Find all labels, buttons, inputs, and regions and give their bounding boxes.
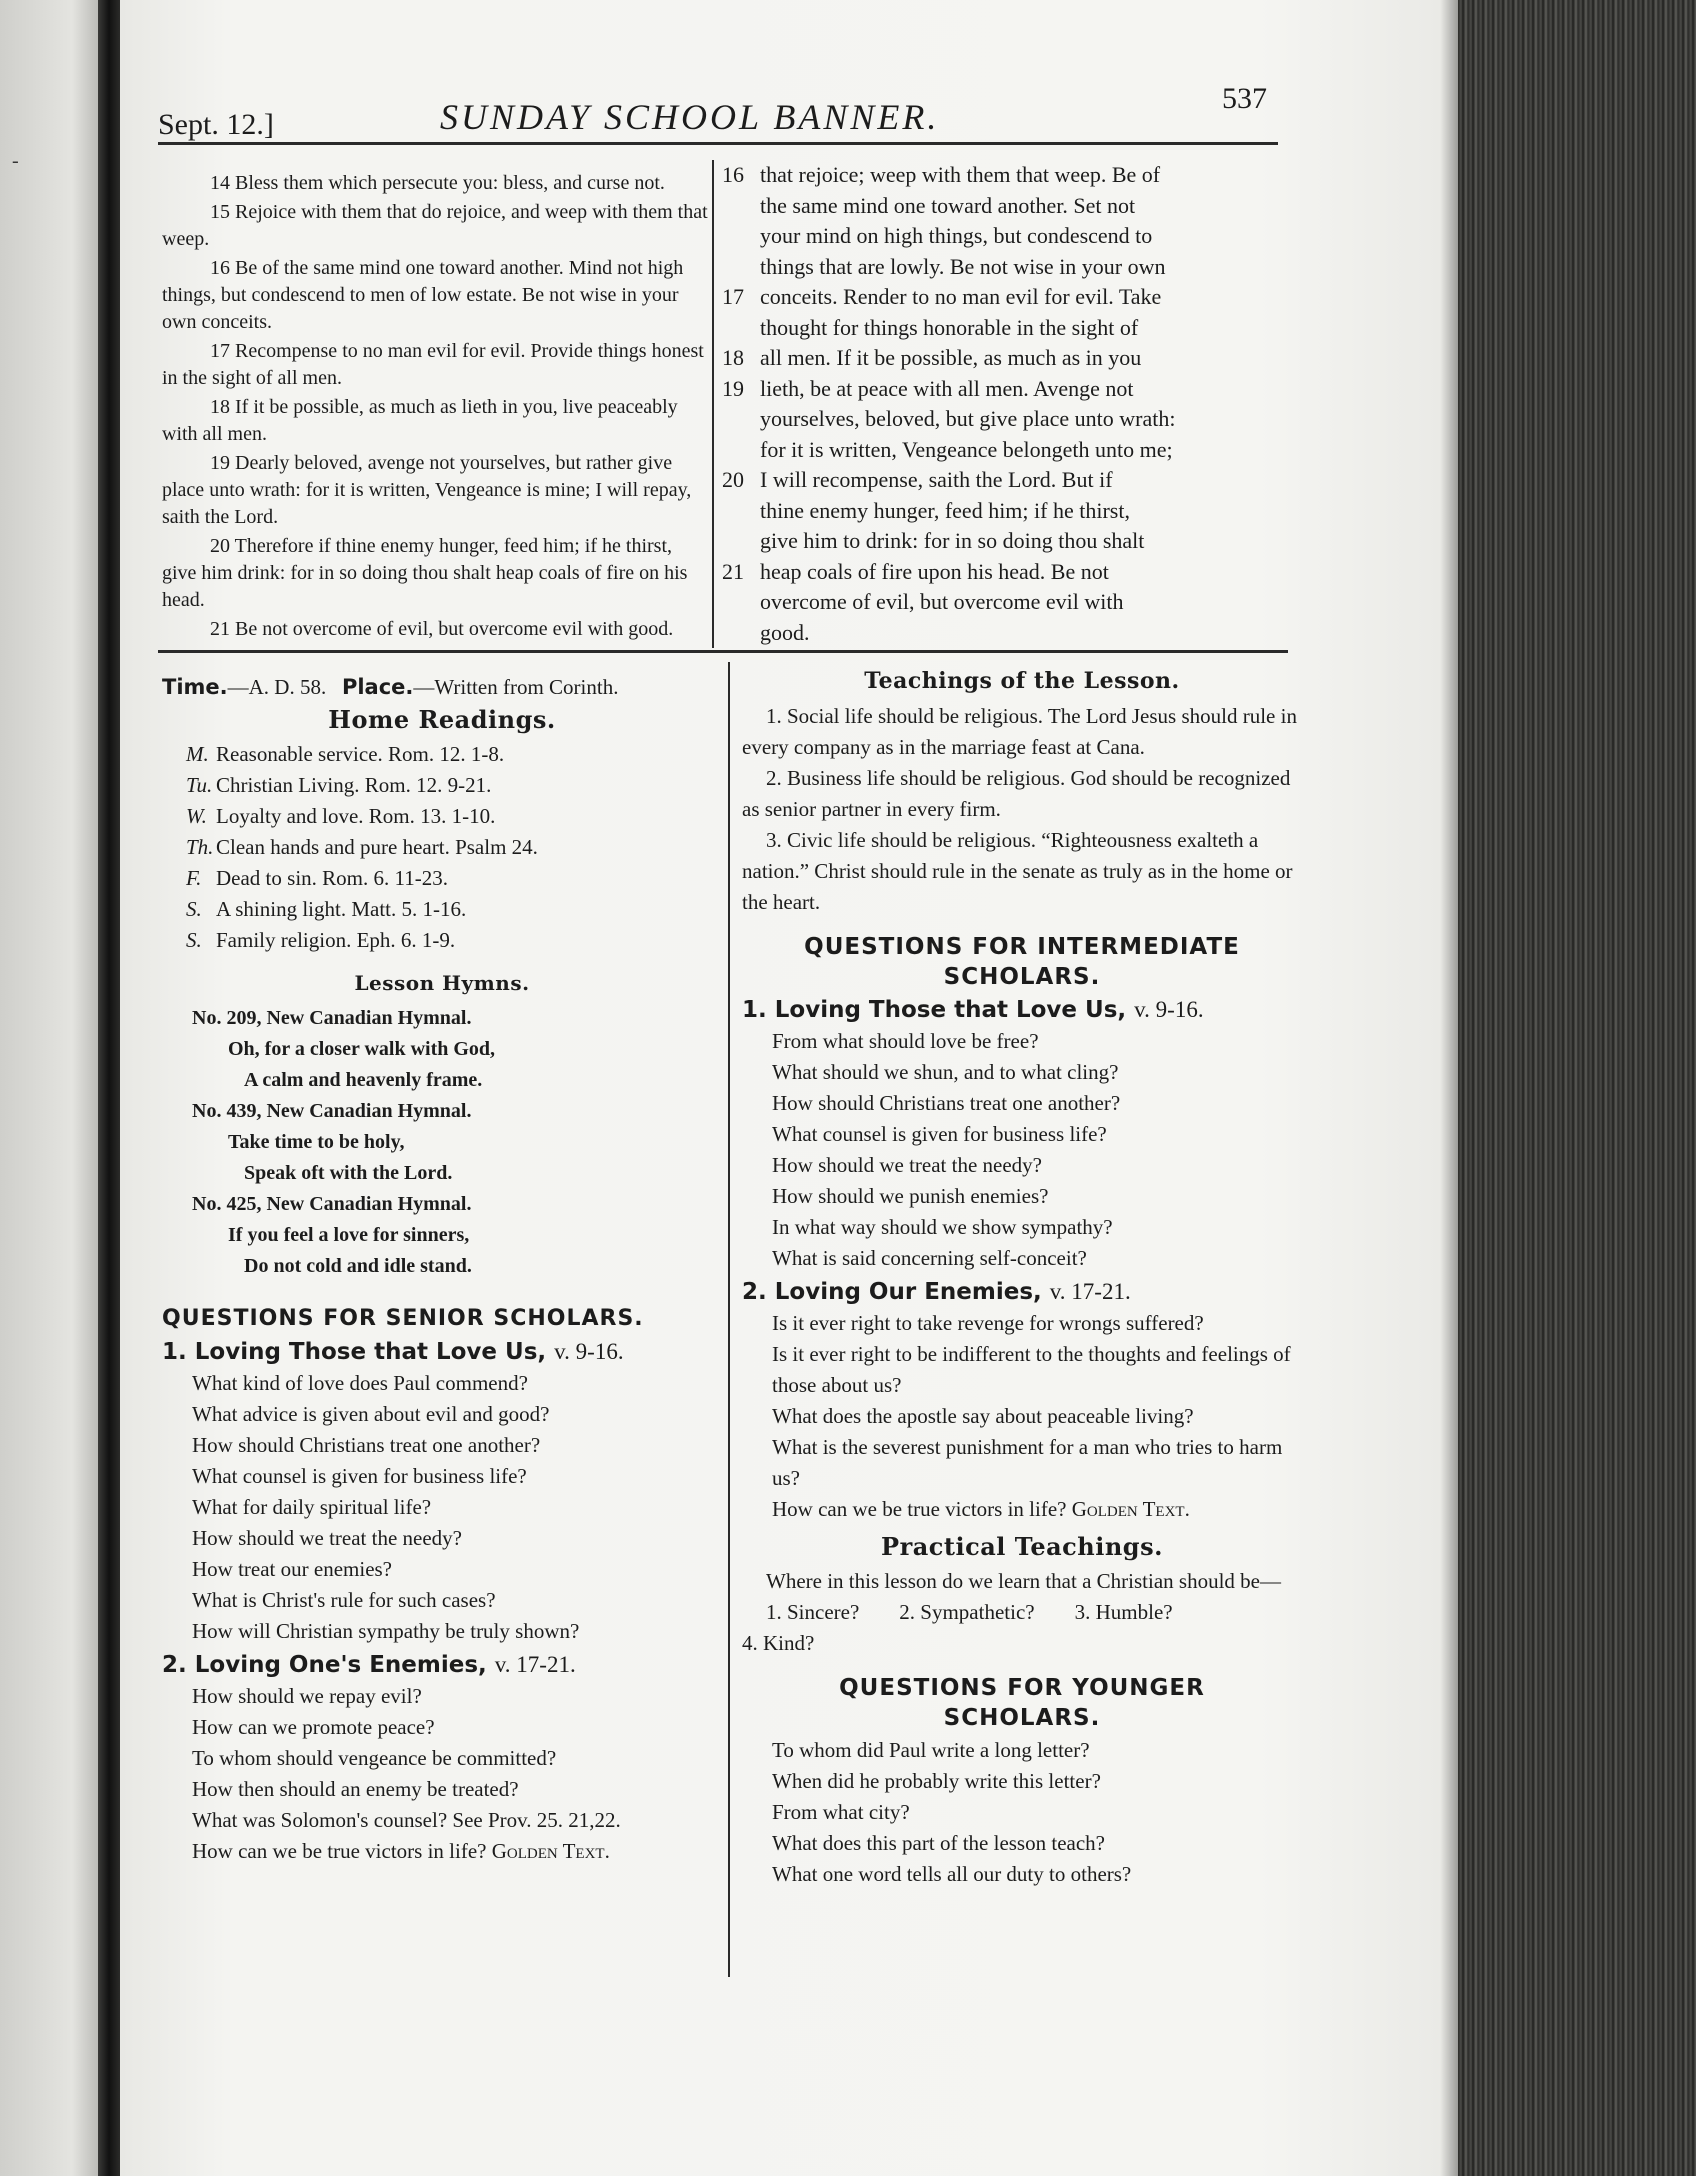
intermediate-last-question <box>742 1494 1302 1525</box>
reading-text: A shining light. Matt. 5. 1-16. <box>216 897 467 921</box>
hymn-line: If you feel a love for sinners, <box>228 1224 470 1246</box>
reading-day: S. <box>186 897 202 921</box>
header-page-number: 537 <box>1222 82 1267 115</box>
scripture-bottom-rule <box>158 650 1288 653</box>
line-text: things that are lowly. Be not wise in your own <box>760 253 1166 279</box>
left-column <box>162 672 722 1867</box>
question: How should Christians treat one another? <box>192 1433 541 1457</box>
question: What should we shun, and to what cling? <box>772 1060 1119 1084</box>
reading-item <box>162 770 722 801</box>
line-text: thought for things honorable in the sight of <box>760 314 1139 340</box>
line-text: your mind on high things, but condescend to <box>760 223 1153 248</box>
question: What advice is given about evil and good? <box>192 1402 550 1426</box>
practical-intro: Where in this lesson do we learn that a Christian should be— <box>766 1569 1281 1593</box>
line-text: give him to drink: for in so doing thou shalt <box>760 528 1145 553</box>
scripture-right-line <box>722 191 1288 222</box>
book-gutter <box>98 0 120 2176</box>
practical-last-option: 4. Kind? <box>742 1631 815 1655</box>
lesson-hymns-list <box>162 1003 722 1282</box>
line-text: overcome of evil, but overcome evil with <box>760 589 1124 614</box>
section-ref: v. 9-16. <box>1134 997 1204 1022</box>
question: What counsel is given for business life? <box>192 1464 527 1488</box>
scripture-right-line <box>722 252 1288 283</box>
scripture-right-line <box>722 526 1288 557</box>
home-readings-list <box>162 739 722 956</box>
question: How treat our enemies? <box>192 1557 393 1581</box>
header-date: Sept. 12.] <box>158 108 274 141</box>
section-ref: v. 9-16. <box>554 1339 624 1364</box>
line-text: yourselves, beloved, but give place unto wrath: <box>760 406 1176 431</box>
section-heading <box>162 1649 722 1681</box>
senior-last-question <box>162 1836 722 1867</box>
line-text: thine enemy hunger, feed him; if he thirst, <box>760 497 1130 523</box>
verse-number: 19 <box>210 452 230 474</box>
question: What was Solomon's counsel? See Prov. 25. 21,22. <box>192 1808 621 1832</box>
scripture-right-line <box>722 160 1288 191</box>
section-ref: v. 17-21. <box>494 1652 576 1677</box>
scripture-right-line <box>722 496 1288 527</box>
hymn-line: A calm and heavenly frame. <box>244 1069 483 1091</box>
section-heading <box>742 1276 1302 1308</box>
scripture-right-line <box>722 221 1288 252</box>
intermediate-last-question-text: How can we be true victors in life? <box>772 1497 1067 1521</box>
scripture-left-column <box>162 170 710 645</box>
intermediate-title-line2: SCHOLARS. <box>943 964 1101 990</box>
line-text: for it is written, Vengeance belongeth unto me; <box>760 436 1173 462</box>
question: From what should love be free? <box>772 1029 1039 1053</box>
question: What counsel is given for business life? <box>772 1122 1107 1146</box>
intermediate-questions <box>742 994 1302 1494</box>
senior-questions <box>162 1336 722 1836</box>
time-value: —A. D. 58. <box>227 675 327 699</box>
scripture-divider <box>712 160 714 648</box>
teaching-item: 1. Social life should be religious. The Lord Jesus should rule in every company as in the marriage feast at Cana. <box>742 704 1297 759</box>
verse-number: 20 <box>210 535 230 557</box>
verse-text: If it be possible, as much as lieth in you, live peaceably with all men. <box>162 396 678 445</box>
section-heading-text: 2. Loving One's Enemies, <box>162 1652 487 1678</box>
verse-text: Rejoice with them that do rejoice, and weep with them that weep. <box>162 201 708 250</box>
section-heading-text: 1. Loving Those that Love Us, <box>742 997 1127 1023</box>
verse-number: 17 <box>210 340 230 362</box>
verse-text: Dearly beloved, avenge not yourselves, but rather give place unto wrath: for it is written, Vengeance is mine; I will repay, saith the Lord. <box>162 452 692 528</box>
reading-item <box>162 925 722 956</box>
line-text: all men. If it be possible, as much as in you <box>760 345 1142 370</box>
question: How should Christians treat one another? <box>772 1091 1121 1115</box>
question: What does the apostle say about peaceable living? <box>772 1404 1194 1428</box>
reading-item <box>162 863 722 894</box>
line-text: I will recompense, saith the Lord. But if <box>760 467 1113 492</box>
line-text: conceits. Render to no man evil for evil. Take <box>760 284 1162 309</box>
scripture-left-verse <box>162 199 710 253</box>
scripture-right-line <box>722 313 1288 344</box>
question: How should we treat the needy? <box>772 1153 1042 1177</box>
reading-day: W. <box>186 804 207 828</box>
verse-text: Bless them which persecute you: bless, and curse not. <box>235 172 665 194</box>
scripture-left-verse <box>162 394 710 448</box>
section-heading-text: 1. Loving Those that Love Us, <box>162 1339 547 1365</box>
verse-number: 21 <box>210 618 230 640</box>
verse-number: 18 <box>210 396 230 418</box>
question: How then should an enemy be treated? <box>192 1777 519 1801</box>
younger-questions <box>742 1735 1302 1890</box>
verse-number: 15 <box>210 201 230 223</box>
time-label: Time. <box>162 675 228 699</box>
scripture-left-verse <box>162 450 710 531</box>
line-text: lieth, be at peace with all men. Avenge not <box>760 375 1134 401</box>
question: What one word tells all our duty to others? <box>772 1862 1132 1886</box>
reading-item <box>162 894 722 925</box>
place-value: —Written from Corinth. <box>413 675 619 699</box>
scripture-right-line <box>722 282 1288 313</box>
question: Is it ever right to be indifferent to the thoughts and feelings of those about us? <box>772 1342 1291 1397</box>
younger-title-line2: SCHOLARS. <box>943 1705 1101 1731</box>
scripture-right-line <box>722 465 1288 496</box>
reading-day: Th. <box>186 835 214 859</box>
younger-title <box>742 1673 1302 1733</box>
question: What does this part of the lesson teach? <box>772 1831 1105 1855</box>
reading-text: Christian Living. Rom. 12. 9-21. <box>216 773 492 797</box>
practical-option: 3. Humble? <box>1074 1600 1173 1624</box>
section-heading <box>162 1336 722 1368</box>
scripture-right-column <box>722 160 1288 648</box>
teaching-item: 3. Civic life should be religious. “Righteousness exalteth a nation.” Christ should rule in the senate as truly as in the home or the heart. <box>742 828 1293 914</box>
reading-text: Dead to sin. Rom. 6. 11-23. <box>216 866 448 890</box>
younger-title-line1: QUESTIONS FOR YOUNGER <box>839 1675 1205 1701</box>
question: What kind of love does Paul commend? <box>192 1371 528 1395</box>
section-heading <box>742 994 1302 1026</box>
hymn-line: Do not cold and idle stand. <box>244 1255 472 1277</box>
question: What is Christ's rule for such cases? <box>192 1588 496 1612</box>
scripture-right-line <box>722 374 1288 405</box>
practical-title: Practical Teachings. <box>881 1532 1163 1561</box>
hymn-line: Oh, for a closer walk with God, <box>228 1038 496 1060</box>
line-text: heap coals of fire upon his head. Be not <box>760 558 1109 584</box>
intermediate-title-line1: QUESTIONS FOR INTERMEDIATE <box>804 934 1240 960</box>
intermediate-title <box>742 932 1302 992</box>
column-divider <box>728 662 730 1977</box>
question: To whom did Paul write a long letter? <box>772 1738 1090 1762</box>
scripture-left-verse <box>162 533 710 614</box>
reading-day: F. <box>186 866 202 890</box>
section-heading-text: 2. Loving Our Enemies, <box>742 1279 1042 1305</box>
question: What for daily spiritual life? <box>192 1495 432 1519</box>
reading-item <box>162 739 722 770</box>
scripture-right-line <box>722 404 1288 435</box>
question: What is said concerning self-conceit? <box>772 1246 1087 1270</box>
reading-day: Tu. <box>186 773 213 797</box>
scripture-left-verse <box>162 338 710 392</box>
scripture-left-verse <box>162 255 710 336</box>
line-text: the same mind one toward another. Set not <box>760 192 1136 218</box>
teachings-title: Teachings of the Lesson. <box>864 668 1180 694</box>
place-label: Place. <box>341 675 414 699</box>
question: How should we punish enemies? <box>772 1184 1049 1208</box>
reading-text: Reasonable service. Rom. 12. 1-8. <box>216 742 505 766</box>
hymn-number: No. 425, New Canadian Hymnal. <box>192 1193 472 1215</box>
reading-item <box>162 801 722 832</box>
scripture-right-line <box>722 618 1288 649</box>
home-readings-title: Home Readings. <box>328 705 556 734</box>
senior-questions-title: QUESTIONS FOR SENIOR SCHOLARS. <box>162 1306 644 1331</box>
reading-text: Family religion. Eph. 6. 1-9. <box>216 928 456 952</box>
header-rule <box>158 142 1278 145</box>
practical-option: 2. Sympathetic? <box>899 1600 1035 1624</box>
question: When did he probably write this letter? <box>772 1769 1101 1793</box>
verse-text: Be of the same mind one toward another. Mind not high things, but condescend to men of low estate. Be not wise in your own conceits. <box>162 257 684 333</box>
teachings-list <box>742 701 1302 918</box>
question: How will Christian sympathy be truly shown? <box>192 1619 580 1643</box>
hymn-number: No. 209, New Canadian Hymnal. <box>192 1007 472 1029</box>
verse-number: 18 <box>722 345 744 370</box>
reading-day: S. <box>186 928 202 952</box>
practical-option: 1. Sincere? <box>766 1600 860 1624</box>
verse-number: 16 <box>722 162 744 187</box>
reading-text: Loyalty and love. Rom. 13. 1-10. <box>216 804 496 828</box>
book-page-edges <box>1458 0 1696 2176</box>
practical-options <box>742 1597 1302 1628</box>
reading-item <box>162 832 722 863</box>
senior-last-question-text: How can we be true victors in life? <box>192 1839 487 1863</box>
reading-day: M. <box>186 742 209 766</box>
verse-number: 21 <box>722 558 744 584</box>
hymn-number: No. 439, New Canadian Hymnal. <box>192 1100 472 1122</box>
scripture-right-line <box>722 557 1288 588</box>
senior-golden-text: Golden Text. <box>491 1839 610 1863</box>
margin-mark: - <box>12 150 19 172</box>
header-title: SUNDAY SCHOOL BANNER. <box>440 97 940 137</box>
verse-text: Therefore if thine enemy hunger, feed him; if he thirst, give him drink: for in so doing thou shalt heap coals of fire on his head. <box>162 535 688 611</box>
question: How should we treat the needy? <box>192 1526 462 1550</box>
question: How should we repay evil? <box>192 1684 422 1708</box>
question: What is the severest punishment for a man who tries to harm us? <box>772 1435 1283 1490</box>
question: How can we promote peace? <box>192 1715 435 1739</box>
scripture-right-line <box>722 435 1288 466</box>
hymn-line: Take time to be holy, <box>228 1131 405 1153</box>
question: From what city? <box>772 1800 910 1824</box>
section-ref: v. 17-21. <box>1049 1279 1131 1304</box>
hymn-line: Speak oft with the Lord. <box>244 1162 453 1184</box>
scripture-left-verse <box>162 616 710 643</box>
intermediate-golden-text: Golden Text. <box>1071 1497 1190 1521</box>
scripture-right-line <box>722 343 1288 374</box>
right-column <box>742 662 1302 1890</box>
scripture-right-line <box>722 587 1288 618</box>
line-text: that rejoice; weep with them that weep. Be of <box>760 162 1161 187</box>
verse-number: 20 <box>722 467 744 492</box>
verse-number: 14 <box>210 172 230 194</box>
verse-text: Recompense to no man evil for evil. Provide things honest in the sight of all men. <box>162 340 704 389</box>
lesson-hymns-title: Lesson Hymns. <box>354 971 530 995</box>
verse-number: 17 <box>722 284 744 309</box>
question: To whom should vengeance be committed? <box>192 1746 557 1770</box>
verse-number: 16 <box>210 257 230 279</box>
verse-number: 19 <box>722 375 744 401</box>
reading-text: Clean hands and pure heart. Psalm 24. <box>216 835 538 859</box>
question: In what way should we show sympathy? <box>772 1215 1113 1239</box>
verse-text: Be not overcome of evil, but overcome evil with good. <box>235 618 674 640</box>
time-place <box>162 672 722 702</box>
line-text: good. <box>760 619 810 645</box>
question: Is it ever right to take revenge for wrongs suffered? <box>772 1311 1204 1335</box>
scripture-left-verse <box>162 170 710 197</box>
teaching-item: 2. Business life should be religious. God should be recognized as senior partner in every firm. <box>742 766 1291 821</box>
